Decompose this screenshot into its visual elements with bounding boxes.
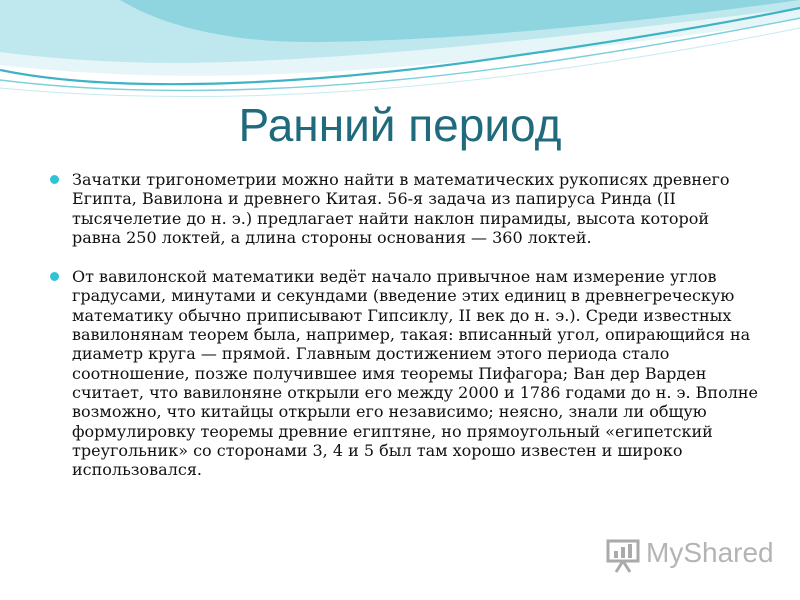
slide-title: Ранний период	[238, 99, 562, 151]
watermark-text: MyShared	[646, 537, 774, 568]
presentation-board-icon	[606, 537, 640, 573]
bullet-dot-icon	[50, 175, 59, 184]
watermark-logo	[606, 535, 774, 575]
header-wave-decoration	[0, 0, 800, 110]
bullet-dot-icon	[50, 272, 59, 281]
slide-content	[50, 170, 760, 479]
bullet-item	[50, 267, 760, 479]
bullet-text: Зачатки тригонометрии можно найти в математических рукописях древнего Египта, Вавилона и древнего Китая. 56-я задача из папируса Ринда (II тысячелетие до н. э.) предлагает найти наклон пирамиды, высота которой равна 250 локтей, а длина стороны основания — 360 локтей.	[72, 170, 730, 247]
bullet-item	[50, 170, 760, 247]
bullet-text: От вавилонской математики ведёт начало привычное нам измерение углов градусами, минутами и секундами (введение этих единиц в древнегреческую математику обычно приписывают Гипсиклу, II век до н. э.). Среди известных вавилонянам теорем была, например, такая: вписанный угол, опирающийся на диаметр круга — прямой. Главным достижением этого периода стало соотношение, позже получившее имя теоремы Пифагора; Ван дер Варден считает, что вавилоняне открыли его между 2000 и 1786 годами до н. э. Вполне возможно, что китайцы открыли его независимо; неясно, знали ли общую формулировку теоремы древние египтяне, но прямоугольный «египетский треугольник» со сторонами 3, 4 и 5 был там хорошо известен и широко использовался.	[72, 267, 759, 480]
